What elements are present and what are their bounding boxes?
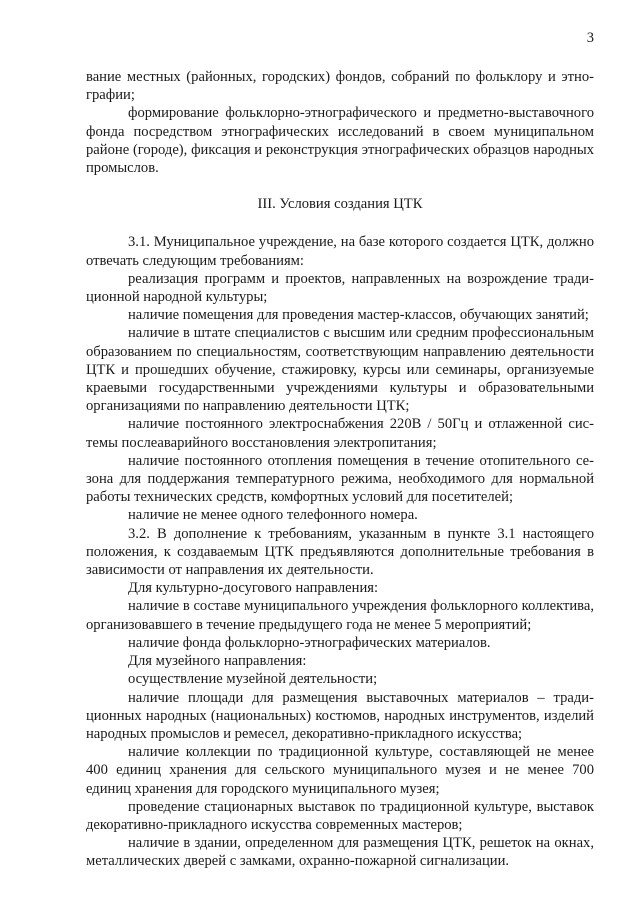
paragraph: Для музейного направления: (128, 653, 307, 670)
paragraph: наличие в составе муниципального учреждения фольклорного коллектива, организовавшего в течение предыдущего года не менее 5 мероприятий; (86, 598, 594, 633)
section-heading: III. Условия создания ЦТК (257, 196, 423, 213)
paragraph: вание местных (районных, городских) фондов, собраний по фольклору и этнографии; (86, 69, 594, 104)
paragraph: 3.2. В дополнение к требованиям, указанным в пункте 3.1 настоящего положения, к создаваемым ЦТК предъявляются дополнительные требования в зависимости от направления их деятельности. (86, 525, 594, 579)
paragraph: реализация программ и проектов, направленных на возрождение традиционной народной культуры; (86, 270, 594, 306)
paragraph: наличие постоянного отопления помещения в течение отопительного сезона для поддержания температурного режима, необходимого для нормальной работы технических средств, комфортных условий для посетителей; (86, 452, 594, 506)
paragraph: Для культурно-досугового направления: (128, 580, 379, 597)
paragraph: 3.1. Муниципальное учреждение, на базе которого создается ЦТК, должно отвечать следующим требованиям: (86, 234, 594, 269)
document-body (86, 68, 594, 871)
paragraph: наличие не менее одного телефонного номера. (128, 507, 418, 524)
paragraph: осуществление музейной деятельности; (128, 671, 378, 688)
paragraph: наличие площади для размещения выставочных материалов – традиционных народных (национальных) костюмов, народных инструментов, изделий народных промыслов и ремесел, декоративно-прикладного искусства; (86, 689, 594, 742)
paragraph: наличие помещения для проведения мастер-классов, обучающих занятий; (128, 307, 589, 324)
paragraph: наличие коллекции по традиционной культуре, составляющей не менее 400 единиц хранения для сельского муниципального музея и не менее 700 единиц хранения для городского муниципального музея; (86, 744, 594, 797)
paragraph: наличие в здании, определенном для размещения ЦТК, решеток на окнах, металлических дверей с замками, охранно-пожарной сигнализации. (86, 835, 594, 870)
paragraph: проведение стационарных выставок по традиционной культуре, выставок декоративно-прикладного искусства современных мастеров; (86, 798, 594, 833)
paragraph: наличие в штате специалистов с высшим или средним профессиональным образованием по специальностям, соответствующим направлению деятельности ЦТК и прошедших обучение, стажировку, курсы или семинары, организуемые краевыми государственными учреждениями культуры и образовательными организациями по направлению деятельности ЦТК; (86, 325, 594, 415)
paragraph: наличие фонда фольклорно-этнографических материалов. (128, 634, 491, 651)
paragraph: наличие постоянного электроснабжения 220В / 50Гц и отлаженной системы послеаварийного восстановления электропитания; (86, 416, 594, 451)
paragraph: формирование фольклорно-этнографического и предметно-выставочного фонда посредством этнографических исследований в своем муниципальном районе (городе), фиксация и реконструкция этнографических образцов народных промыслов. (86, 105, 594, 177)
page-number: 3 (586, 30, 594, 46)
